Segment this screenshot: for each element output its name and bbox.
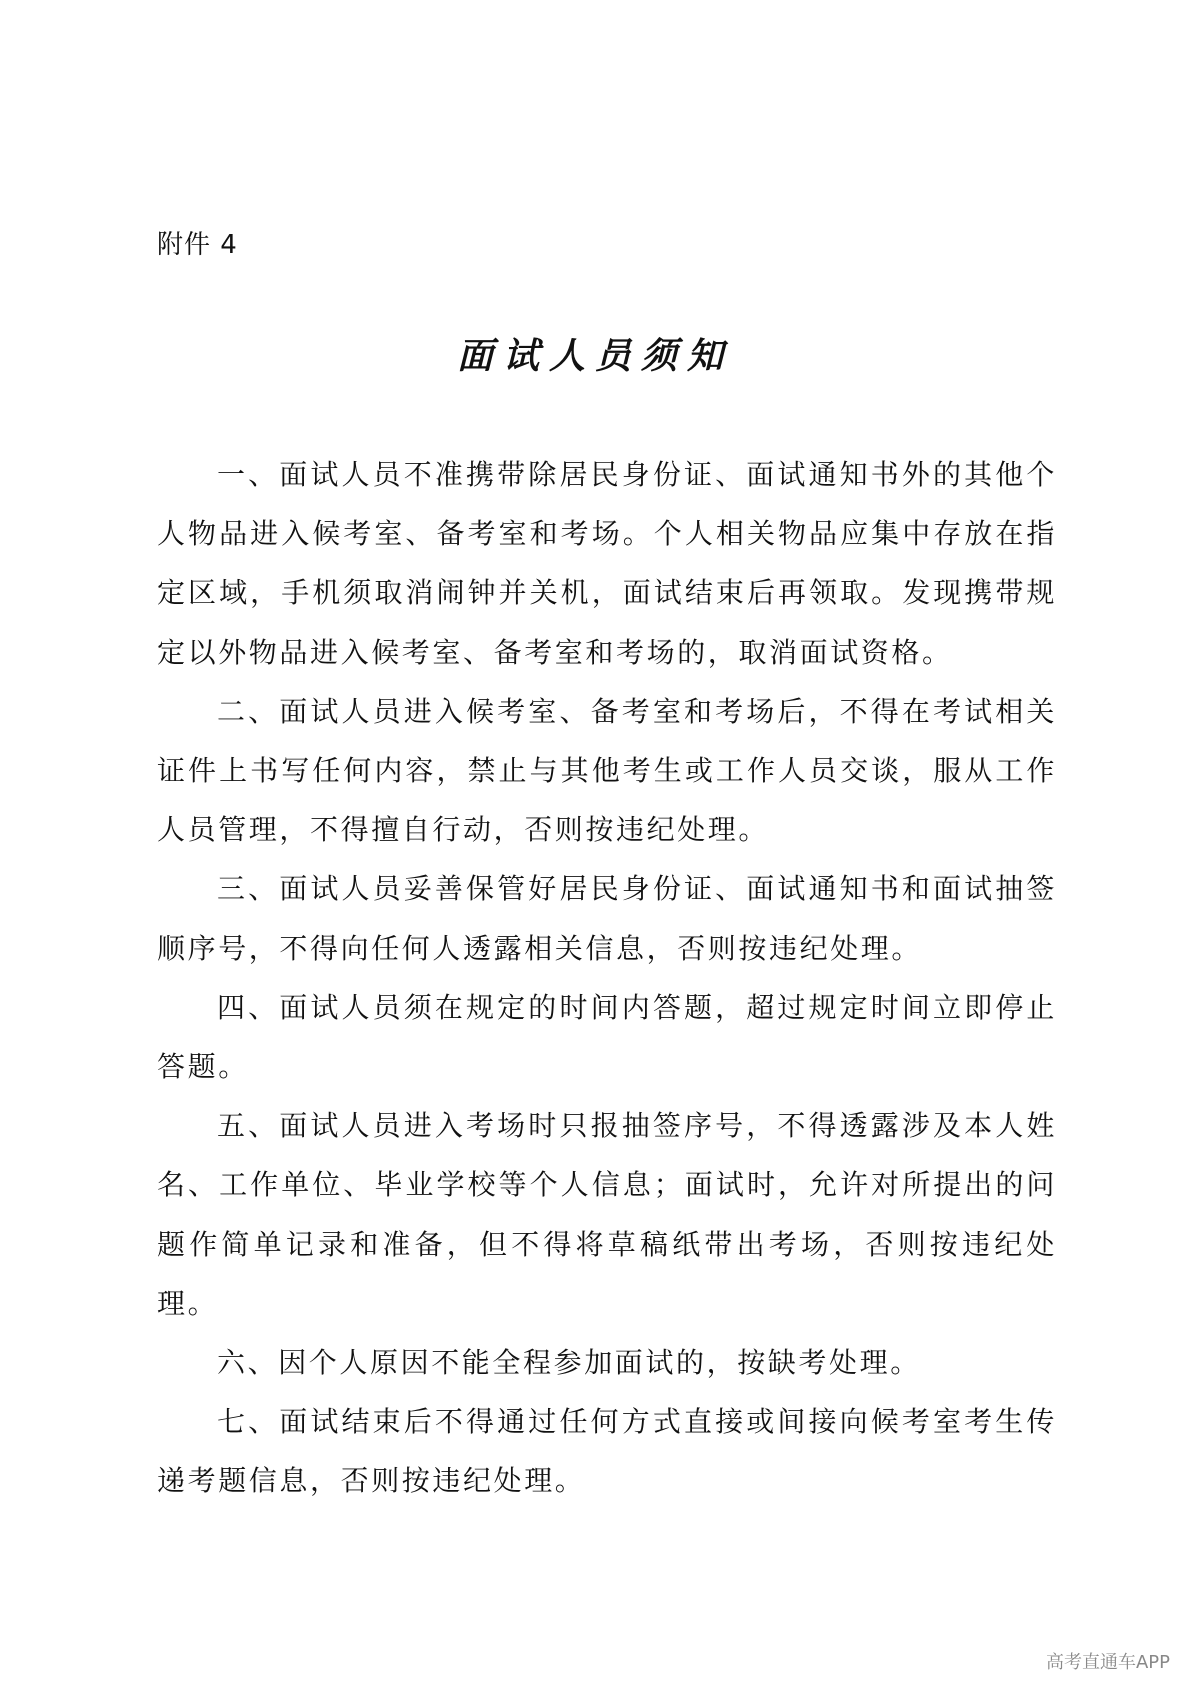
watermark: 高考直通车APP [1045,1652,1170,1673]
attachment-label: 附件 4 [157,230,238,260]
paragraph-2: 二、面试人员进入候考室、备考室和考场后，不得在考试相关证件上书写任何内容，禁止与其他考生或工作人员交谈，服从工作人员管理，不得擅自行动，否则按违纪处理。 [157,694,1057,847]
paragraph-5: 五、面试人员进入考场时只报抽签序号，不得透露涉及本人姓名、工作单位、毕业学校等个人信息；面试时，允许对所提出的问题作简单记录和准备，但不得将草稿纸带出考场，否则按违纪处理。 [157,1109,1057,1320]
paragraph-6: 六、因个人原因不能全程参加面试的，按缺考处理。 [217,1346,921,1380]
paragraph-4: 四、面试人员须在规定的时间内答题，超过规定时间立即停止答题。 [157,990,1057,1084]
paragraph-1: 一、面试人员不准携带除居民身份证、面试通知书外的其他个人物品进入候考室、备考室和考场。个人相关物品应集中存放在指定区域，手机须取消闹钟并关机，面试结束后再领取。发现携带规定以外物品进入候考室、备考室和考场的，取消面试资格。 [157,458,1057,669]
document-title: 面试人员须知 [456,335,733,377]
paragraph-7: 七、面试结束后不得通过任何方式直接或间接向候考室考生传递考题信息，否则按违纪处理。 [157,1405,1057,1498]
document-body [157,445,1057,1511]
paragraph-3: 三、面试人员妥善保管好居民身份证、面试通知书和面试抽签顺序号，不得向任何人透露相关信息，否则按违纪处理。 [157,872,1057,965]
